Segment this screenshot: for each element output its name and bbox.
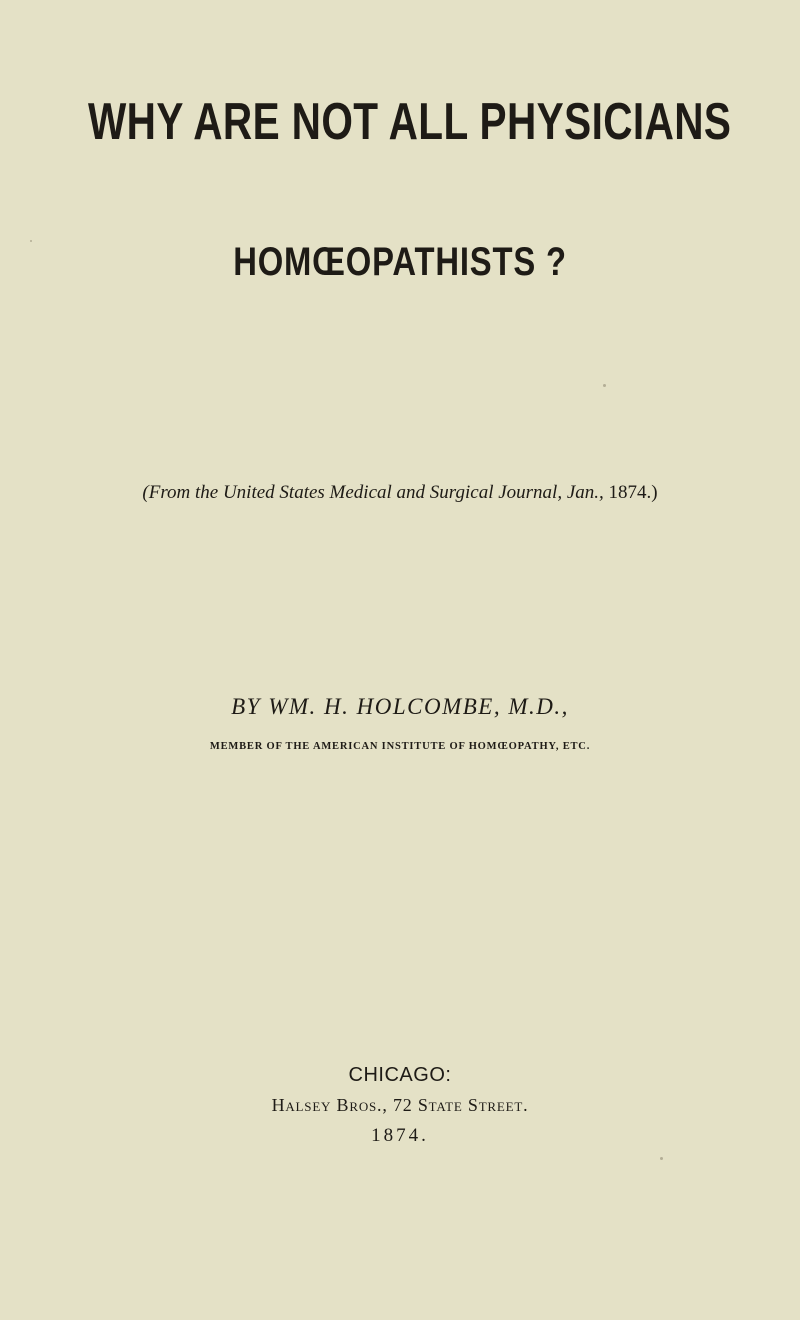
source-citation [0, 480, 800, 506]
title-line-2: HOMŒOPATHISTS ? [233, 240, 567, 284]
title-line-1: WHY ARE NOT ALL PHYSICIANS [88, 93, 732, 151]
paper-speck [660, 1157, 663, 1160]
source-year: 1874.) [603, 482, 658, 503]
imprint-city: CHICAGO: [348, 1064, 452, 1086]
source-journal: From the United States Medical and Surgical Journal, Jan., [148, 482, 604, 503]
author-membership: MEMBER OF THE AMERICAN INSTITUTE OF HOMŒOPATHY, ETC. [209, 741, 591, 752]
paper-speck [30, 240, 32, 242]
source-open-paren: ( [142, 482, 149, 503]
imprint-publisher: Halsey Bros., 72 State Street. [271, 1095, 529, 1115]
author-byline: BY WM. H. HOLCOMBE, M.D., [231, 694, 569, 719]
paper-speck [603, 384, 606, 387]
imprint-year: 1874. [371, 1125, 429, 1146]
